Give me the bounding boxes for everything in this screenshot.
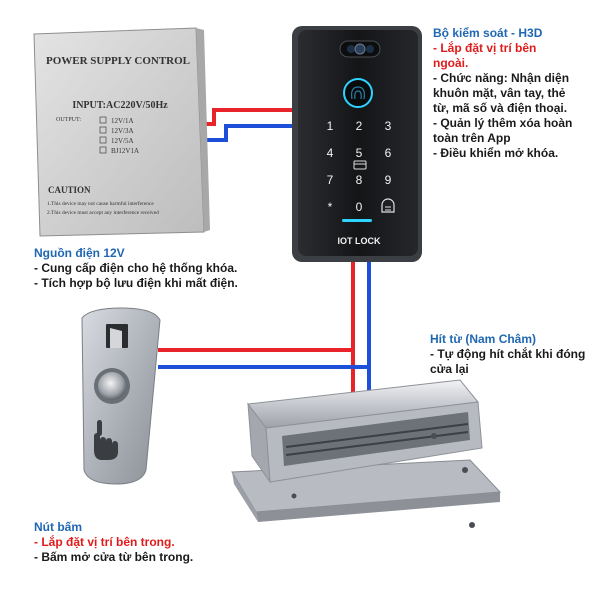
key-3[interactable]: 3 <box>384 119 392 133</box>
key-0[interactable]: 0 <box>355 200 363 214</box>
magnet-line-2: cửa lại <box>430 362 469 376</box>
wire-blue-power-reader <box>200 126 300 140</box>
key-1[interactable]: 1 <box>326 119 334 133</box>
power-supply-box <box>34 28 210 236</box>
key-6[interactable]: 6 <box>384 146 392 160</box>
exit-button-device <box>82 308 160 484</box>
fingerprint-icon <box>344 79 372 107</box>
label-magnet <box>430 332 595 377</box>
controller-title: Bộ kiểm soát - H3D <box>433 26 543 40</box>
key-2[interactable]: 2 <box>355 119 363 133</box>
key-7[interactable]: 7 <box>326 173 334 187</box>
label-power <box>34 246 274 291</box>
power-title: Nguồn điện 12V <box>34 246 125 260</box>
power-line-1: - Cung cấp điện cho hệ thống khóa. <box>34 261 238 275</box>
key-4[interactable]: 4 <box>326 146 334 160</box>
controller-red-line-1: - Lắp đặt vị trí bên <box>433 41 537 55</box>
status-led <box>342 219 372 222</box>
button-title: Nút bấm <box>34 520 82 534</box>
controller-line-1: - Chức năng: Nhận diện <box>433 71 570 85</box>
power-box-output-4: BJ12V1A <box>111 147 140 155</box>
key-9[interactable]: 9 <box>384 173 392 187</box>
power-box-output-2: 12V/3A <box>111 127 134 135</box>
magnet-line-1: - Tự động hít chắt khi đóng <box>430 347 586 361</box>
button-red-line-1: - Lắp đặt vị trí bên trong. <box>34 535 175 549</box>
label-button <box>34 520 254 565</box>
key-5[interactable]: 5 <box>355 146 363 160</box>
power-box-caution-line-2: 2.This device must accept any interference received <box>47 210 159 216</box>
access-controller <box>292 26 422 262</box>
controller-line-6: - Điều khiển mở khóa. <box>433 146 559 160</box>
key-8[interactable]: 8 <box>355 173 363 187</box>
power-box-output-label: OUTPUT: <box>56 117 82 123</box>
magnet-title: Hít từ (Nam Châm) <box>430 332 537 346</box>
controller-line-3: từ, mã số và điện thoại. <box>433 101 568 115</box>
key-star[interactable]: * <box>327 200 333 214</box>
controller-line-5: toàn trên App <box>433 131 511 145</box>
magnetic-lock <box>232 380 500 528</box>
wire-red-power-reader <box>200 110 300 124</box>
button-line-1: - Bấm mở cửa từ bên trong. <box>34 550 194 564</box>
power-box-caution-title: CAUTION <box>48 185 91 195</box>
power-box-caution-line-1: 1.This device may not cause harmful interference <box>47 201 154 207</box>
power-box-input: INPUT:AC220V/50Hz <box>72 100 168 111</box>
power-box-output-3: 12V/5A <box>111 137 134 145</box>
camera-icon <box>340 41 380 57</box>
label-controller <box>433 26 593 161</box>
reader-brand: IOT LOCK <box>337 236 381 246</box>
door-icon <box>106 324 128 348</box>
power-box-title: POWER SUPPLY CONTROL <box>45 55 191 67</box>
controller-red-line-2: ngoài. <box>433 56 469 70</box>
push-button[interactable] <box>94 368 130 404</box>
controller-line-4: - Quản lý thêm xóa hoàn <box>433 116 573 130</box>
controller-line-2: khuôn mặt, vân tay, thẻ <box>433 86 566 100</box>
power-box-output-1: 12V/1A <box>111 117 134 125</box>
power-line-2: - Tích hợp bộ lưu điện khi mất điện. <box>34 276 238 290</box>
